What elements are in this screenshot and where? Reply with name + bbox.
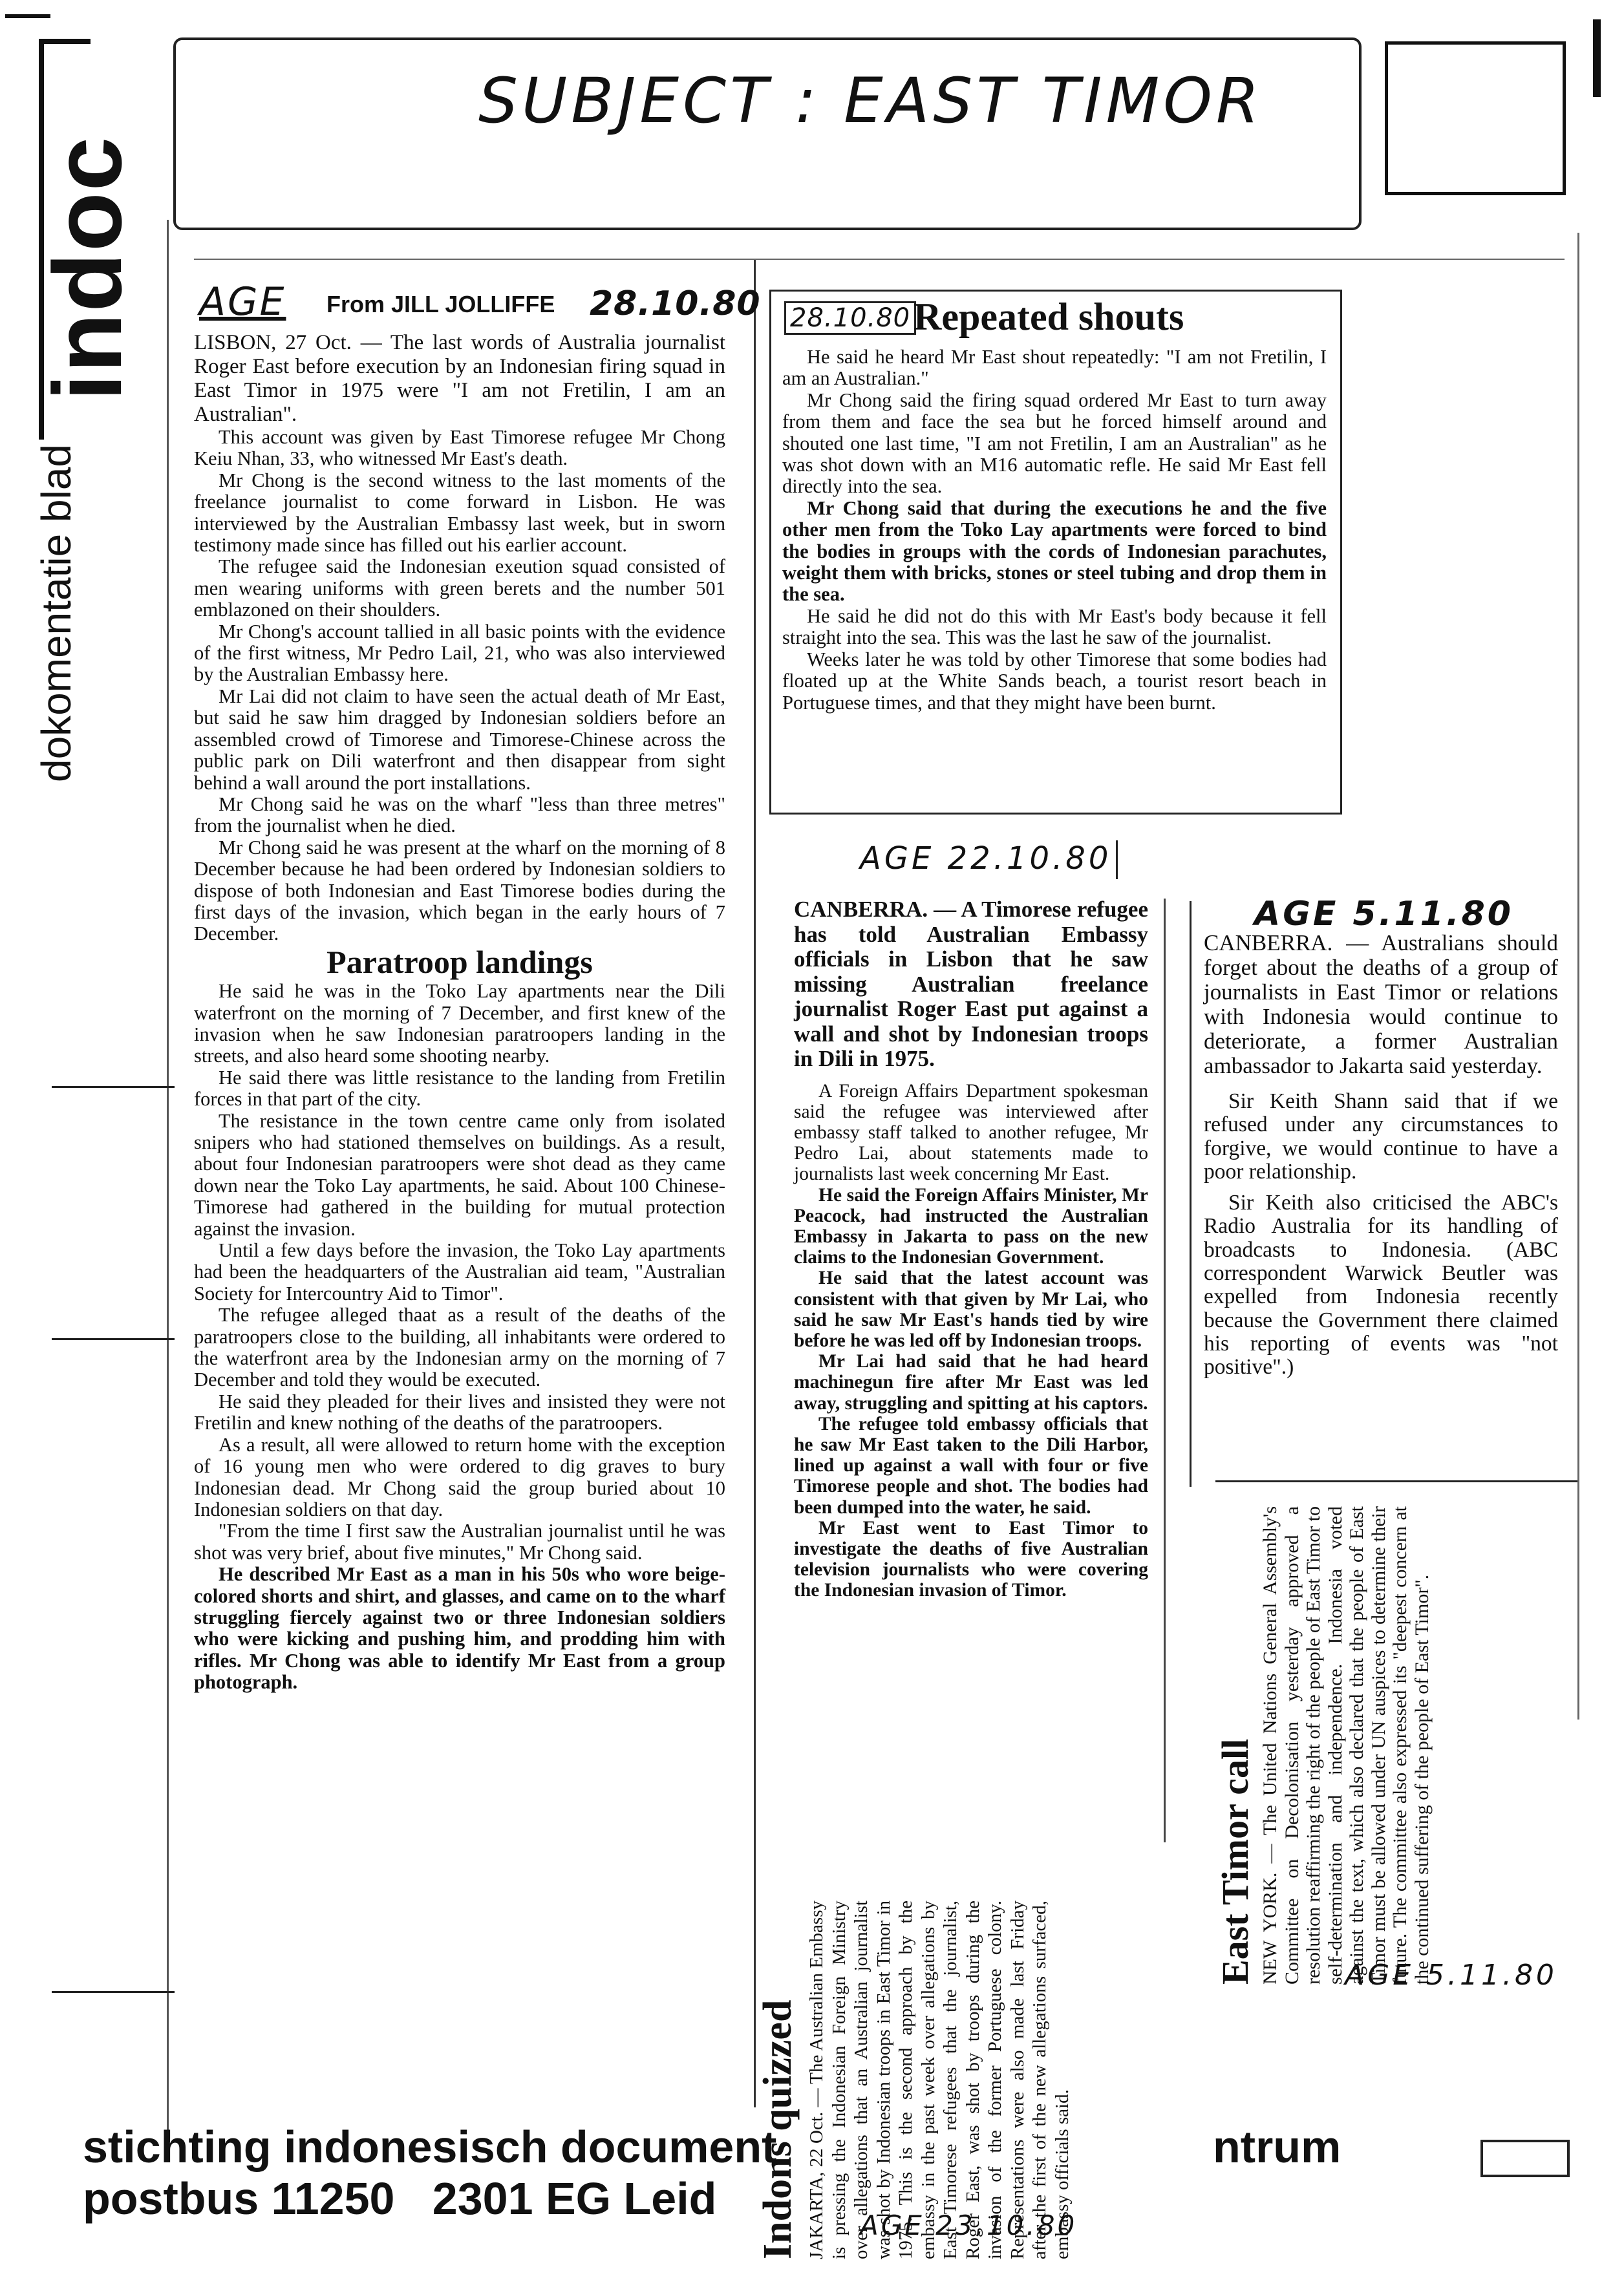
article1-paragraph: Mr Chong is the second witness to the last moments of the freelance journalist to come forward in Lisbon. He was interviewed by the Australian Embassy last week, but in sworn testimony made since has filled out his earlier account. [194,469,725,557]
subject-title: SUBJECT : EAST TIMOR [478,65,1263,137]
article3-lead: CANBERRA. — Australians should forget about the deaths of a group of journalists in East Timor or relations with Indonesia would continue to deteriorate, a former Australian ambassador to Jakarta said yesterday. [1204,930,1558,1078]
article2-paragraph: A Foreign Affairs Department spokesman said the refugee was interviewed after embassy staff talked to another refugee, Mr Pedro Lai, about statements made to journalists last week concerning Mr East. [794,1080,1148,1185]
article1-paragraph: He said he was in the Toko Lay apartments near the Dili waterfront on the morning of 7 December, and first knew of the invasion when he saw Indonesian paratroopers landing in the streets, and also heard some shooting nearby. [194,980,725,1067]
article2-rule [1164,899,1166,1842]
article1-date: 28.10.80 [590,284,761,323]
article1-paragraph: The refugee alleged thaat as a result of the deaths of the paratroopers close to the building, all inhabitants were ordered to the waterfront area by the Indonesian army on the morning of 7 December and told they would be executed. [194,1304,725,1391]
article2-paragraph: He said the Foreign Affairs Minister, Mr Peacock, had instructed the Australian Embassy in Jakarta to pass on the new claims to the Indonesian Government. [794,1184,1148,1268]
article3-body [1204,931,1558,1380]
article1-cont-headline: Repeated shouts [914,295,1184,338]
article1-subhead: Paratroop landings [326,943,593,980]
top-rule [194,259,1565,260]
top-right-mark [1593,19,1601,97]
article1-cont-paragraph: Mr Chong said that during the executions he and the five other men from the Toko Lay apartments were forced to bind the bodies in groups with the cords of Indonesian parachutes, weight them with bricks, stones or steel tubing and drop them in the sea. [782,496,1327,606]
article3-paragraph: Sir Keith Shann said that if we refused under any circumstances to forgive, we would continue to have a poor relationship. [1204,1089,1558,1184]
article2-paragraph: He said that the latest account was consistent with that given by Mr Lai, who said he saw Mr East's hands tied by wire before he was led off by Indonesian troops. [794,1268,1148,1351]
top-left-mark [5,14,50,18]
article1-byline: From JILL JOLLIFFE [326,291,555,317]
article5-headline: Indons quizzed [756,1999,800,2259]
page-frame-right [1577,233,1579,1720]
brand-logo: indoc [33,136,142,401]
footer-org-name-end: ntrum [1213,2122,1341,2172]
article4-block [1215,1480,1577,1985]
article1-paragraph: The refugee said the Indonesian exeution squad consisted of men wearing uniforms with green berets and the number 501 emblazoned on their shoulders. [194,555,725,621]
article1-paragraph: Mr Chong said he was present at the wharf on the morning of 8 December because he had been ordered by Indonesian soldiers to dispose of both Indonesian and East Timorese bodies during the first days of the invasion, which began in the early hours of 7 December. [194,836,725,945]
column-rule-1 [754,259,756,2107]
article1-cont-paragraph: He said he heard Mr East shout repeatedly: "I am not Fretilin, I am an Australian." [782,346,1327,390]
article1-paragraph: He described Mr East as a man in his 50s who wore beige-colored shorts and shirt, and glasses, and came on to the wharf struggling fiercely against two or three Indonesian soldiers who were kicking and pushing him, and prodding him with rifles. Mr Chong was able to identify Mr East from a group photograph. [194,1563,725,1694]
footer-org-name: stichting indonesisch document [83,2122,777,2172]
brand-bracket-top [39,39,91,44]
article2-body [794,897,1148,1601]
article1-paragraph: Mr Chong's account tallied in all basic points with the evidence of the first witness, Mr Pedro Lail, 21, who was also interviewed by the Australian Embassy here. [194,620,725,686]
article1-cont-body [782,346,1327,714]
article1-cont-paragraph: Mr Chong said the firing squad ordered Mr East to turn away from them and face the sea but he forced himself around and shouted one last time, "I am not Fretilin, I am an Australian" as he was shot down with an M16 automatic refle. He said Mr East fell directly into the sea. [782,389,1327,498]
side-label: dokomentatie blad [33,443,80,782]
article2-source-date: AGE 22.10.80 [860,840,1112,877]
article2-paragraph: Mr Lai had said that he had heard machinegun fire after Mr East was led away, struggling and spitting at his captors. [794,1351,1148,1414]
article4-headline: East Timor call [1214,1738,1256,1985]
article4-source-date: AGE 5.11.80 [1345,1959,1557,1992]
article5-source-date: AGE 23.10.80 [860,2210,1078,2241]
article2-arrow [1116,840,1118,879]
article5-text: JAKARTA, 22 Oct. — The Australian Embassy is pressing the Indonesian Foreign Ministry over allegations that an Australian journalist was shot by Indonesian troops in East Timor in 1975. This is the second approach by the embassy in the past week over allegations by East Timorese refugees that the journalist, Roger East, was shot by troops during the invasion of the former Portuguese colony. Representations were also made last Friday after the first of the new allegations surfaced, embassy officials said. [806,1901,1073,2259]
article1-paragraph: The resistance in the town centre came only from isolated snipers who had stationed themselves on buildings. As a result, about four Indonesian paratroopers were shot dead as they came down near the Toko Lay apartments, he said. About 100 Chinese-Timorese had gathered in the building for mutual protection against the invasion. [194,1109,725,1240]
article1-paragraph: Mr Chong said he was on the wharf "less than three metres" from the journalist when he died. [194,793,725,837]
footer-line1 [83,2122,776,2172]
article1-body [194,331,725,1694]
article1-paragraph: This account was given by East Timorese refugee Mr Chong Keiu Nhan, 33, who witnessed Mr East's death. [194,426,725,470]
footer-box [1480,2140,1570,2177]
article1-paragraph: "From the time I first saw the Australian journalist until he was shot was very brief, about five minutes," Mr Chong said. [194,1520,725,1564]
article1-cont-paragraph: He said he did not do this with Mr East's body because it fell straight into the sea. This was the last he saw of the journalist. [782,604,1327,649]
side-tick-1 [52,1086,175,1088]
page-frame-left [167,220,169,2159]
article1-cont-paragraph: Weeks later he was told by other Timorese that some bodies had floated up at the White Sands beach, a tourist resort beach in Portuguese times, and that they might have been burnt. [782,648,1327,714]
side-tick-2 [52,1338,175,1340]
article1-paragraph: Mr Lai did not claim to have seen the actual death of Mr East, but said he saw him dragged by Indonesian soldiers before an assembled crowd of Timorese and Timorese-Chinese across the public park on Dili waterfront and then disappear from sight behind a wall around the port installations. [194,685,725,794]
ref-box-right [1385,41,1566,195]
article1-source: AGE [199,279,286,325]
side-tick-3 [52,1991,175,1993]
article5-block [756,1894,1248,2259]
article3-paragraph: Sir Keith also criticised the ABC's Radio Australia for its handling of broadcasts to Indonesia. (ABC correspondent Warwick Beutler was expelled from Indonesia recently because the Government there claimed his reporting of events was "not positive".) [1204,1191,1558,1380]
article2-paragraph: The refugee told embassy officials that he saw Mr East taken to the Dili Harbor, lined up against a wall with four or five Timorese people and shot. The bodies had been dumped into the water, he said. [794,1413,1148,1518]
article1-cont-header [779,292,1335,339]
article2-lead: CANBERRA. — A Timorese refugee has told Australian Embassy officials in Lisbon that he saw missing Australian freelance journalist Roger East put against a wall and shot by Indonesian troops in Dili in 1975. [794,897,1148,1071]
article4-text: NEW YORK. — The United Nations General Assembly's Committee on Decolonisation yesterday approved a resolution reaffirming the right of the people of East Timor to self-determination and independence. Indonesia voted against the text, which also declared that the people of East Timor must be allowed under UN auspices to determine their future. The committee also expressed its "deepest concern at the continued suffering of the people of East Timor". [1259,1506,1433,1985]
article1-cont-date: 28.10.80 [784,301,916,335]
footer-address: postbus 11250 2301 EG Leid [83,2173,717,2224]
article1-header [194,279,761,327]
article1-paragraph: He said there was little resistance to the landing from Fretilin forces in that part of the city. [194,1066,725,1111]
article3-source-date: AGE 5.11.80 [1254,895,1513,933]
article2-paragraph: Mr East went to East Timor to investigate the deaths of five Australian television journalists who were covering the Indonesian invasion of Timor. [794,1517,1148,1601]
article1-paragraph: As a result, all were allowed to return home with the exception of 16 young men who were ordered to dig graves to bury Indonesian dead. Mr Chong said the group buried about 10 Indonesian soldiers on that day. [194,1433,725,1520]
article1-lead: LISBON, 27 Oct. — The last words of Australia journalist Roger East before execution by an Indonesian firing squad in East Timor in 1975 were "I am not Fretilin, I am an Australian". [194,331,725,426]
article1-paragraph: He said they pleaded for their lives and insisted they were not Fretilin and knew nothing of the deaths of the paratroopers. [194,1390,725,1434]
article1-paragraph: Until a few days before the invasion, the Toko Lay apartments had been the headquarters of the Australian aid team, "Australian Society for Intercountry Aid to Timor". [194,1239,725,1305]
article3-frame-top [1190,901,1191,1487]
